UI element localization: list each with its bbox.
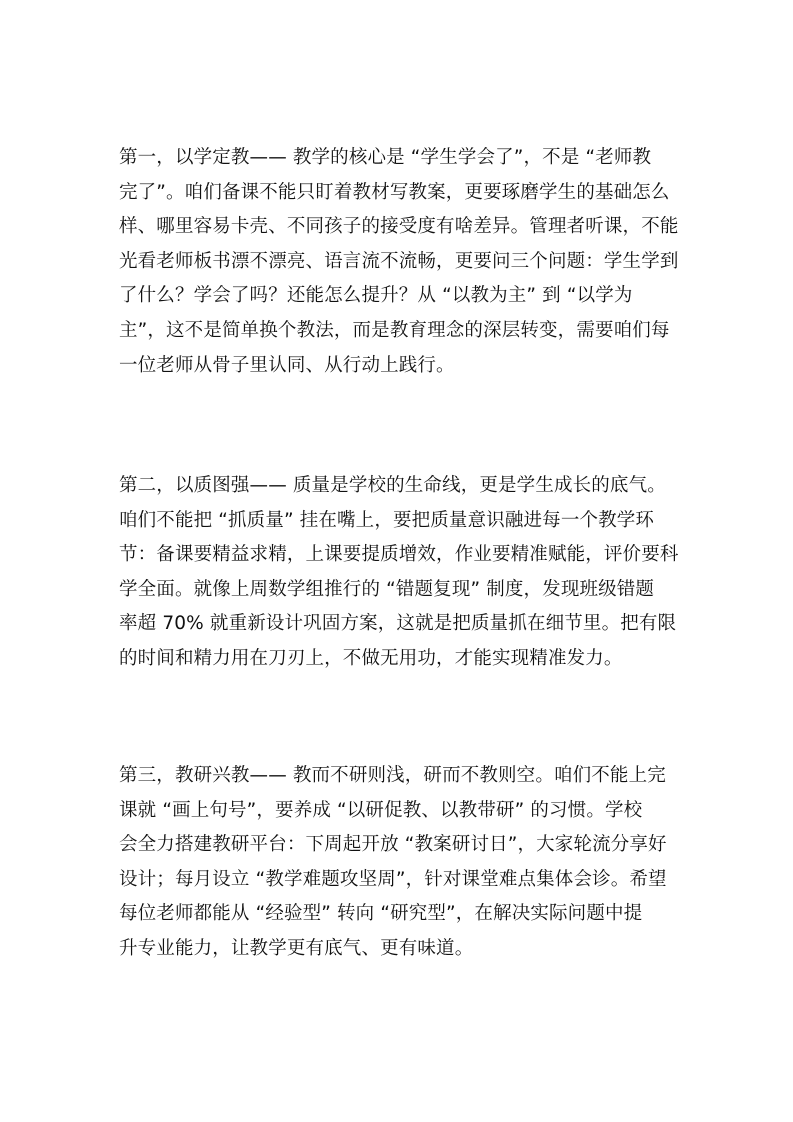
paragraph-first-principle: [119, 141, 679, 383]
text-line: 光看老师板书漂不漂亮、语言流不流畅，更要问三个问题：学生学到: [119, 250, 679, 272]
text-line: 率超 70% 就重新设计巩固方案，这就是把质量抓在细节里。把有限: [119, 613, 677, 635]
text-line: 升专业能力，让教学更有底气、更有味道。: [119, 937, 474, 959]
text-line: 节：备课要精益求精，上课要提质增效，作业要精准赋能，评价要科: [119, 544, 679, 566]
text-line: 第二，以质图强—— 质量是学校的生命线，更是学生成长的底气。: [119, 475, 666, 496]
text-line: 课就 “画上句号”，要养成 “以研促教、以教带研” 的习惯。学校: [119, 799, 643, 821]
text-line: 完了”。咱们备课不能只盯着教材写教案，更要琢磨学生的基础怎么: [119, 181, 670, 203]
text-line: 设计；每月设立 “教学难题攻坚周”，针对课堂难点集体会诊。希望: [119, 868, 667, 890]
text-line: 学全面。就像上周数学组推行的 “错题复现” 制度，发现班级错题: [119, 578, 655, 600]
text-line: 主”，这不是简单换个教法，而是教育理念的深层转变，需要咱们每: [119, 319, 670, 341]
text-line: 了什么？学会了吗？还能怎么提升？从 “以教为主” 到 “以学为: [119, 285, 633, 307]
paragraph-second-principle: [119, 469, 679, 677]
text-line: 每位老师都能从 “经验型” 转向 “研究型”，在解决实际问题中提: [119, 903, 643, 925]
text-line: 会全力搭建教研平台：下周起开放 “教案研讨日”，大家轮流分享好: [119, 834, 667, 856]
text-line: 第一，以学定教—— 教学的核心是 “学生学会了”，不是 “老师教: [119, 147, 652, 168]
paragraph-third-principle: [119, 759, 679, 967]
text-line: 一位老师从骨子里认同、从行动上践行。: [119, 354, 455, 376]
text-line: 咱们不能把 “抓质量” 挂在嘴上，要把质量意识融进每一个教学环: [119, 509, 655, 531]
text-line: 的时间和精力用在刀刃上，不做无用功，才能实现精准发力。: [119, 647, 623, 669]
text-line: 第三，教研兴教—— 教而不研则浅，研而不教则空。咱们不能上完: [119, 765, 666, 786]
text-line: 样、哪里容易卡壳、不同孩子的接受度有啥差异。管理者听课，不能: [119, 216, 679, 238]
